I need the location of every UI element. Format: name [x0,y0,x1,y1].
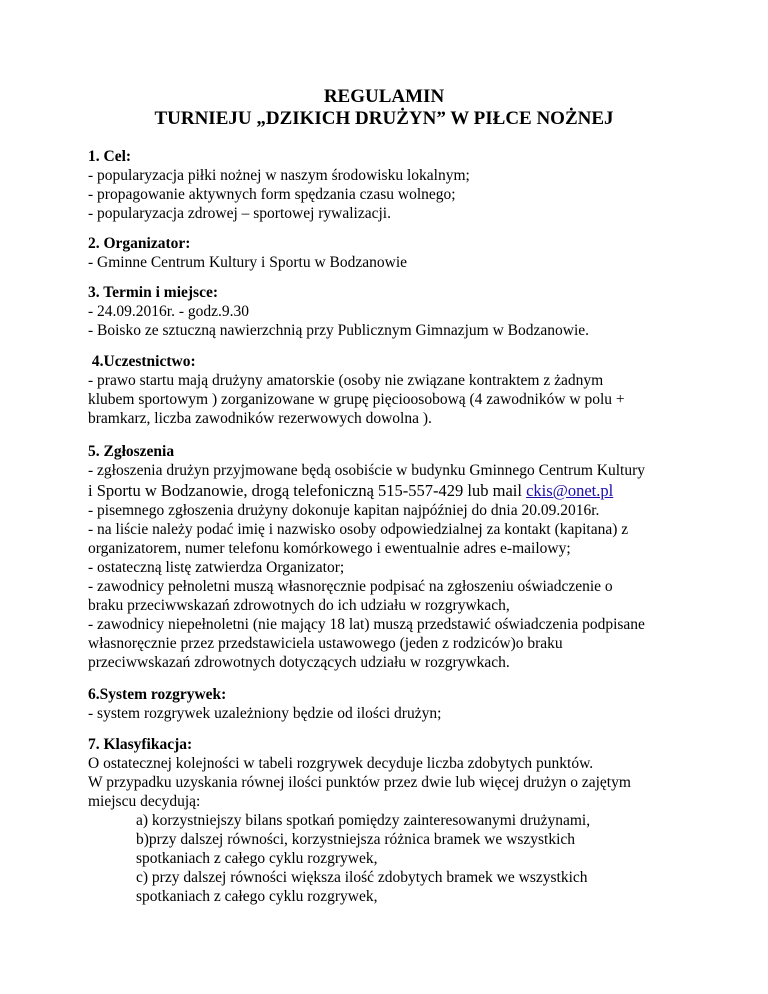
section-heading-uczestnictwo: 4.Uczestnictwo: [88,353,196,370]
paragraph-line: - na liście należy podać imię i nazwisko osoby odpowiedzialnej za kontakt (kapitana) z [88,521,629,538]
section-heading-klasyfikacja: 7. Klasyfikacja: [88,736,193,753]
section-heading-system: 6.System rozgrywek: [88,686,227,703]
section-heading-zgloszenia: 5. Zgłoszenia [88,443,175,460]
criteria-item: spotkaniach z całego cyklu rozgrywek, [136,850,378,867]
paragraph-line: miejscu decydują: [88,793,201,810]
doc-title: REGULAMIN [323,86,445,107]
paragraph-line: O ostatecznej kolejności w tabeli rozgrywek decyduje liczba zdobytych punktów. [88,755,594,772]
paragraph-line: - zawodnicy niepełnoletni (nie mający 18 lat) muszą przedstawić oświadczenia podpisane [88,616,645,633]
criteria-item: c) przy dalszej równości większa ilość zdobytych bramek we wszystkich [136,869,588,886]
paragraph-line: - zawodnicy pełnoletni muszą własnoręcznie podpisać na zgłoszeniu oświadczenie o [88,578,613,595]
list-item: - popularyzacja piłki nożnej w naszym środowisku lokalnym; [88,167,470,184]
paragraph-line: przeciwwskazań zdrowotnych dotyczących udziału w rozgrywkach. [88,654,510,671]
list-item: - Boisko ze sztuczną nawierzchnią przy Publicznym Gimnazjum w Bodzanowie. [88,322,590,339]
paragraph-line: - ostateczną listę zatwierdza Organizator; [88,559,345,576]
paragraph-line: bramkarz, liczba zawodników rezerwowych dowolna ). [88,410,432,427]
paragraph-line: - pisemnego zgłoszenia drużyny dokonuje kapitan najpóźniej do dnia 20.09.2016r. [88,502,600,519]
paragraph-line: - zgłoszenia drużyn przyjmowane będą osobiście w budynku Gminnego Centrum Kultury [88,462,646,479]
list-item: - popularyzacja zdrowej – sportowej rywalizacji. [88,205,391,222]
section-heading-cel: 1. Cel: [88,148,132,165]
paragraph-line: własnoręcznie przez przedstawiciela ustawowego (jeden z rodziców)o braku [88,635,563,652]
section-heading-organizator: 2. Organizator: [88,235,191,252]
contact-line [88,481,613,500]
paragraph-line: organizatorem, numer telefonu komórkowego i ewentualnie adres e-mailowy; [88,540,571,557]
paragraph-line: - prawo startu mają drużyny amatorskie (osoby nie związane kontraktem z żadnym [88,372,604,389]
list-item: - 24.09.2016r. - godz.9.30 [88,303,250,320]
paragraph-line: braku przeciwwskazań zdrowotnych do ich udziału w rozgrywkach, [88,597,510,614]
list-item: - system rozgrywek uzależniony będzie od ilości drużyn; [88,705,442,722]
criteria-item: spotkaniach z całego cyklu rozgrywek, [136,888,378,905]
list-item: - Gminne Centrum Kultury i Sportu w Bodzanowie [88,254,407,271]
contact-text: i Sportu w Bodzanowie, drogą telefoniczną 515-557-429 lub mail [88,481,527,500]
criteria-item: b)przy dalszej równości, korzystniejsza różnica bramek we wszystkich [136,831,576,848]
list-item: - propagowanie aktywnych form spędzania czasu wolnego; [88,186,456,203]
email-link[interactable]: ckis@onet.pl [526,481,614,500]
section-heading-termin: 3. Termin i miejsce: [88,284,219,301]
paragraph-line: klubem sportowym ) zorganizowane w grupę pięcioosobową (4 zawodników w polu + [88,391,625,408]
doc-subtitle: TURNIEJU „DZIKICH DRUŻYN” W PIŁCE NOŻNEJ [154,108,614,129]
paragraph-line: W przypadku uzyskania równej ilości punktów przez dwie lub więcej drużyn o zajętym [88,774,631,791]
criteria-item: a) korzystniejszy bilans spotkań pomiędzy zainteresowanymi drużynami, [136,812,591,829]
